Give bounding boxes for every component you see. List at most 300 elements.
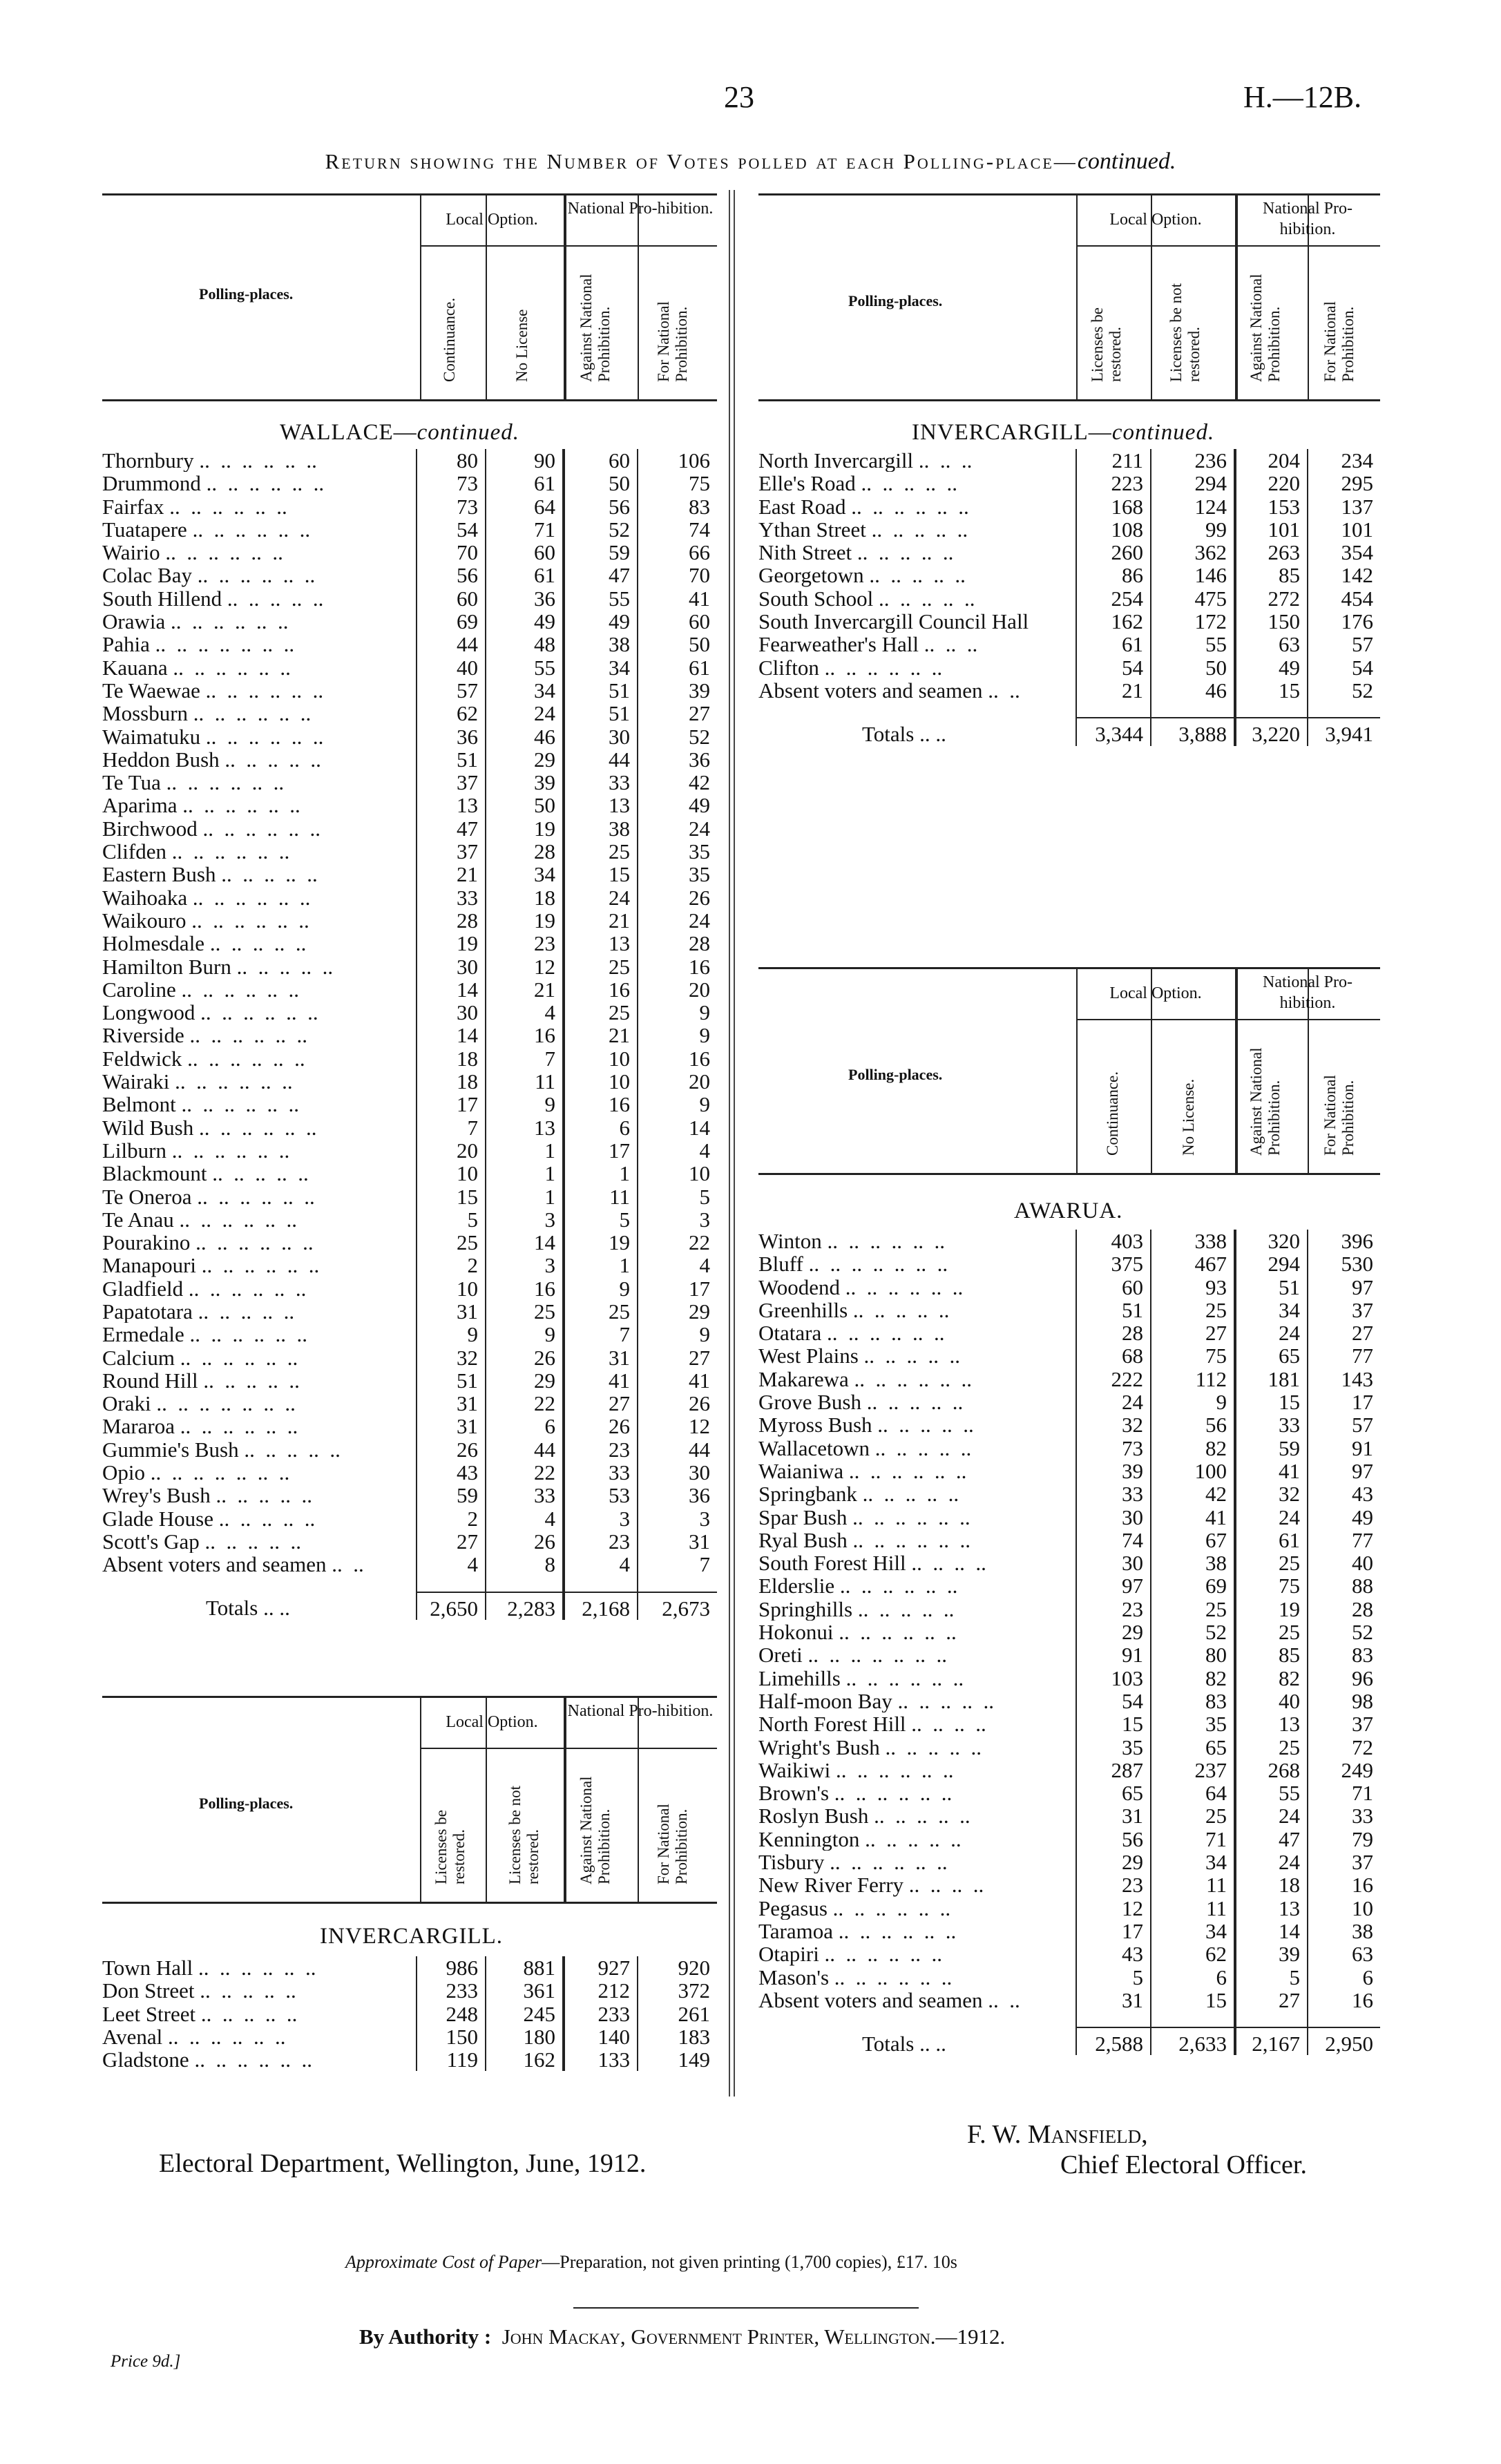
vote-count: 82	[1151, 1667, 1235, 1690]
vote-count: 8	[486, 1553, 564, 1576]
totals-label: Totals .. ..	[206, 1596, 290, 1620]
table-row	[758, 1828, 1380, 1851]
vote-count: 15	[417, 1185, 486, 1208]
vote-count: 7	[486, 1047, 564, 1070]
polling-place-name: Half-moon Bay .. .. .. .. ..	[758, 1689, 994, 1713]
vote-count: 47	[564, 564, 638, 586]
vote-count: 24	[1235, 1804, 1308, 1827]
vote-count: 2	[417, 1507, 486, 1530]
vote-count: 46	[1151, 679, 1235, 702]
vote-count: 74	[638, 518, 717, 541]
vote-count: 108	[1076, 518, 1151, 541]
vote-count: 83	[1151, 1690, 1235, 1712]
vote-count: 32	[1076, 1413, 1151, 1436]
table-row	[102, 1093, 717, 1116]
polling-place-name: Otatara .. .. .. .. .. ..	[758, 1321, 945, 1345]
vote-count: 295	[1308, 472, 1380, 495]
vote-count: 22	[638, 1231, 717, 1254]
section-invercargill: INVERCARGILL.	[320, 1924, 504, 1949]
vote-count: 33	[1308, 1804, 1380, 1827]
vote-count: 119	[417, 2048, 486, 2071]
vote-count: 133	[564, 2048, 638, 2071]
vote-count: 176	[1308, 610, 1380, 633]
vote-count: 16	[486, 1277, 564, 1300]
polling-place-name: Wairio .. .. .. .. .. ..	[102, 541, 283, 564]
table-row	[758, 1529, 1380, 1551]
polling-place-name: Otapiri .. .. .. .. .. ..	[758, 1942, 943, 1966]
vote-count: 39	[1235, 1942, 1308, 1965]
vote-count: 27	[417, 1530, 486, 1553]
vote-count: 142	[1308, 564, 1380, 586]
vote-count: 50	[638, 633, 717, 656]
vote-count: 55	[564, 587, 638, 610]
vote-count: 63	[1308, 1942, 1380, 1965]
vote-count: 146	[1151, 564, 1235, 586]
table-row	[758, 633, 1380, 656]
vote-count: 39	[486, 771, 564, 794]
vote-count: 11	[1151, 1897, 1235, 1920]
vote-count: 72	[1308, 1736, 1380, 1759]
vote-count: 97	[1308, 1460, 1380, 1482]
polling-place-name: Holmesdale .. .. .. .. ..	[102, 932, 307, 955]
vote-count: 33	[1235, 1413, 1308, 1436]
table-row	[102, 587, 717, 610]
vote-count: 24	[638, 909, 717, 932]
vote-count: 33	[486, 1484, 564, 1507]
polling-place-name: Wrey's Bush .. .. .. .. ..	[102, 1484, 312, 1507]
table-row	[102, 909, 717, 932]
vote-count: 61	[1076, 633, 1151, 656]
polling-place-name: Leet Street .. .. .. .. ..	[102, 2002, 298, 2025]
vote-count: 51	[417, 1369, 486, 1392]
polling-place-name: Elderslie .. .. .. .. .. ..	[758, 1574, 958, 1598]
polling-place-name: Elle's Road .. .. .. .. ..	[758, 472, 958, 495]
polling-place-name: Gladstone .. .. .. .. .. ..	[102, 2048, 312, 2072]
vote-count: 30	[417, 955, 486, 978]
footer-rule	[573, 2307, 919, 2309]
table-row	[758, 472, 1380, 495]
vote-count: 3	[638, 1208, 717, 1231]
vote-count: 6	[1151, 1966, 1235, 1989]
vote-count: 9	[564, 1277, 638, 1300]
vote-count: 9	[638, 1024, 717, 1047]
table-row	[102, 1070, 717, 1093]
vote-count: 12	[486, 955, 564, 978]
vote-count: 59	[564, 541, 638, 564]
vote-count: 140	[564, 2025, 638, 2048]
vote-count: 36	[638, 748, 717, 771]
table-row	[102, 863, 717, 886]
section-awarua: AWARUA.	[1014, 1198, 1123, 1223]
vote-count: 34	[486, 679, 564, 702]
vote-count: 287	[1076, 1759, 1151, 1782]
vote-count: 19	[486, 817, 564, 840]
vote-count: 1	[486, 1185, 564, 1208]
local-option-label: Local Option.	[446, 211, 538, 229]
table-row	[102, 1438, 717, 1461]
polling-place-name: Mason's .. .. .. .. .. ..	[758, 1965, 953, 1989]
vote-count: 40	[417, 656, 486, 679]
vote-count: 29	[638, 1300, 717, 1323]
vote-count: 51	[564, 679, 638, 702]
polling-place-name: Pahia .. .. .. .. .. .. ..	[102, 633, 295, 656]
vote-count: 248	[417, 2003, 486, 2025]
polling-place-name: Brown's .. .. .. .. .. ..	[758, 1782, 953, 1805]
left-top-header	[102, 193, 717, 401]
vote-count: 41	[564, 1369, 638, 1392]
vote-count: 51	[1076, 1299, 1151, 1321]
vote-count: 212	[564, 1979, 638, 2002]
polling-place-name: Clifden .. .. .. .. .. ..	[102, 840, 290, 863]
vote-count: 220	[1235, 472, 1308, 495]
table-row	[758, 656, 1380, 679]
vote-count: 25	[1151, 1299, 1235, 1321]
vote-count: 29	[1076, 1621, 1151, 1643]
vote-count: 49	[486, 610, 564, 633]
vote-count: 32	[417, 1346, 486, 1369]
vote-count: 37	[417, 771, 486, 794]
vote-count: 5	[564, 1208, 638, 1231]
vote-count: 85	[1235, 1643, 1308, 1666]
table-row	[758, 1598, 1380, 1621]
table-row	[102, 1300, 717, 1323]
vote-count: 21	[564, 1024, 638, 1047]
vote-count: 13	[1235, 1712, 1308, 1735]
vote-count: 204	[1235, 449, 1308, 472]
vote-count: 63	[1235, 633, 1308, 656]
table-row	[102, 2003, 717, 2025]
table-row	[102, 633, 717, 656]
vote-count: 60	[486, 541, 564, 564]
table-row	[758, 1299, 1380, 1321]
vote-count: 39	[638, 679, 717, 702]
vote-count: 77	[1308, 1529, 1380, 1551]
vote-count: 41	[1151, 1506, 1235, 1529]
vote-count: 99	[1151, 518, 1235, 541]
vote-count: 86	[1076, 564, 1151, 586]
vote-count: 42	[638, 771, 717, 794]
vote-count: 28	[1308, 1598, 1380, 1621]
vote-count: 65	[1235, 1344, 1308, 1367]
total-value: 2,950	[1308, 2027, 1380, 2055]
polling-place-name: Fearweather's Hall .. .. ..	[758, 633, 978, 656]
polling-place-name: Longwood .. .. .. .. .. ..	[102, 1001, 318, 1024]
vote-count: 13	[1235, 1897, 1308, 1920]
table-row	[758, 1621, 1380, 1643]
vote-count: 13	[417, 794, 486, 816]
vote-count: 24	[486, 702, 564, 725]
vote-count: 34	[1151, 1920, 1235, 1942]
vote-count: 263	[1235, 541, 1308, 564]
vote-count: 530	[1308, 1252, 1380, 1275]
vote-count: 20	[638, 1070, 717, 1093]
vote-count: 53	[564, 1484, 638, 1507]
table-row	[102, 725, 717, 748]
table-row	[102, 794, 717, 816]
table-row	[102, 1461, 717, 1484]
vote-count: 52	[638, 725, 717, 748]
vote-count: 1	[486, 1162, 564, 1185]
total-value: 2,588	[1076, 2027, 1151, 2055]
vote-count: 79	[1308, 1828, 1380, 1851]
vote-count: 26	[486, 1530, 564, 1553]
polling-place-name: Nith Street .. .. .. .. ..	[758, 541, 954, 564]
polling-place-name: Papatotara .. .. .. .. ..	[102, 1299, 295, 1324]
table-row	[102, 1162, 717, 1185]
vote-count: 150	[1235, 610, 1308, 633]
table-row	[758, 1759, 1380, 1782]
vote-count: 50	[1151, 656, 1235, 679]
vote-count: 881	[486, 1956, 564, 1979]
vote-count: 57	[1308, 1413, 1380, 1436]
vote-count: 23	[486, 932, 564, 955]
vote-count: 52	[564, 518, 638, 541]
vote-count: 137	[1308, 495, 1380, 518]
polling-place-name: Bluff .. .. .. .. .. .. ..	[758, 1252, 948, 1276]
vote-count: 31	[417, 1300, 486, 1323]
vote-count: 112	[1151, 1368, 1235, 1391]
vote-count: 38	[564, 817, 638, 840]
vote-count: 375	[1076, 1252, 1151, 1275]
vote-count: 75	[638, 472, 717, 495]
vote-count: 75	[1235, 1574, 1308, 1597]
vote-count: 23	[1076, 1873, 1151, 1896]
table-row	[102, 1116, 717, 1139]
vote-count: 27	[1235, 1989, 1308, 2012]
table-row	[758, 1690, 1380, 1712]
vote-count: 11	[486, 1070, 564, 1093]
table-row	[102, 1231, 717, 1254]
vote-count: 82	[1151, 1437, 1235, 1460]
vote-count: 153	[1235, 495, 1308, 518]
vote-count: 19	[564, 1231, 638, 1254]
vote-count: 13	[486, 1116, 564, 1139]
vote-count: 16	[638, 955, 717, 978]
vote-count: 354	[1308, 541, 1380, 564]
table-row	[758, 1804, 1380, 1827]
column-divider-2	[734, 190, 735, 2097]
polling-place-name: Hamilton Burn .. .. .. .. ..	[102, 955, 334, 978]
vote-count: 17	[1076, 1920, 1151, 1942]
vote-count: 18	[486, 886, 564, 909]
vote-count: 18	[417, 1047, 486, 1070]
polling-place-name: Wright's Bush .. .. .. .. ..	[758, 1735, 982, 1759]
section-invercargill-cont: INVERCARGILL—continued.	[912, 420, 1215, 445]
vote-count: 3	[638, 1507, 717, 1530]
vote-count: 30	[417, 1001, 486, 1024]
right-bottom-header: Polling-places. Local Option. National Pro-hibition. Continuance. No License. Against National Prohibition. For National Prohibition.	[758, 967, 1380, 1175]
page-title	[0, 149, 1501, 175]
vote-count: 83	[1308, 1643, 1380, 1666]
polling-place-name: Mararoa .. .. .. .. .. ..	[102, 1415, 298, 1438]
vote-count: 85	[1235, 564, 1308, 586]
polling-place-name: Myross Bush .. .. .. .. ..	[758, 1413, 974, 1437]
totals-row	[758, 718, 1380, 745]
table-row	[102, 449, 717, 472]
vote-count: 73	[417, 495, 486, 518]
polling-place-name: Blackmount .. .. .. .. ..	[102, 1162, 309, 1185]
vote-count: 34	[1151, 1851, 1235, 1873]
table-row	[758, 587, 1380, 610]
table-row	[758, 1391, 1380, 1413]
vote-count: 41	[638, 587, 717, 610]
total-value: 3,888	[1151, 718, 1235, 745]
vote-count: 70	[638, 564, 717, 586]
left-bottom-header: Polling-places. Local Option. National Pro-hibition. Licenses be restored. Licenses be not restored. Against National Prohibition. For National Prohibition.	[102, 1696, 717, 1904]
table-row	[102, 1369, 717, 1392]
vote-count: 4	[638, 1139, 717, 1162]
vote-count: 69	[1151, 1574, 1235, 1597]
vote-count: 927	[564, 1956, 638, 1979]
table-row	[102, 1553, 717, 1576]
polling-place-name: Absent voters and seamen .. ..	[758, 1988, 1020, 2012]
vote-count: 52	[1151, 1621, 1235, 1643]
vote-count: 101	[1308, 518, 1380, 541]
table-row	[102, 1979, 717, 2002]
vote-count: 62	[1151, 1942, 1235, 1965]
vote-count: 183	[638, 2025, 717, 2048]
vote-count: 37	[417, 840, 486, 863]
title-main: Return showing the Number of Votes polled at each Polling-place—	[325, 149, 1078, 173]
vote-count: 180	[486, 2025, 564, 2048]
vote-count: 49	[638, 794, 717, 816]
signer-name: F. W. Mansfield,	[967, 2120, 1148, 2149]
vote-count: 37	[1308, 1851, 1380, 1873]
table-row	[758, 1851, 1380, 1873]
polling-place-name: Kauana .. .. .. .. .. ..	[102, 656, 291, 679]
table-row	[102, 1530, 717, 1553]
vote-count: 10	[564, 1047, 638, 1070]
vote-count: 268	[1235, 1759, 1308, 1782]
vote-count: 234	[1308, 449, 1380, 472]
vote-count: 13	[564, 794, 638, 816]
totals-row	[102, 1592, 717, 1620]
polling-place-name: Glade House .. .. .. .. ..	[102, 1507, 316, 1530]
page-number: 23	[724, 80, 754, 114]
polling-places-label: Polling-places.	[199, 285, 294, 303]
vote-count: 41	[638, 1369, 717, 1392]
table-row	[102, 495, 717, 518]
vote-count: 254	[1076, 587, 1151, 610]
polling-place-name: South Hillend .. .. .. .. ..	[102, 586, 324, 611]
total-value: 2,633	[1151, 2027, 1235, 2055]
table-row	[758, 610, 1380, 633]
vote-count: 73	[417, 472, 486, 495]
vote-count: 14	[486, 1231, 564, 1254]
polling-place-name: Riverside .. .. .. .. .. ..	[102, 1024, 308, 1047]
vote-count: 91	[1308, 1437, 1380, 1460]
vote-count: 40	[1235, 1690, 1308, 1712]
authority-line: By Authority : John Mackay, Government Printer, Wellington.—1912.	[359, 2324, 1006, 2349]
polling-place-name: Oreti .. .. .. .. .. .. ..	[758, 1643, 947, 1667]
vote-count: 51	[564, 702, 638, 725]
total-value: 2,650	[417, 1592, 486, 1620]
vote-count: 454	[1308, 587, 1380, 610]
polling-place-name: Gladfield .. .. .. .. .. ..	[102, 1277, 307, 1300]
vote-count: 260	[1076, 541, 1151, 564]
polling-place-name: Taramoa .. .. .. .. .. ..	[758, 1919, 957, 1943]
vote-count: 211	[1076, 449, 1151, 472]
vote-count: 71	[486, 518, 564, 541]
table-row	[758, 679, 1380, 702]
vote-count: 57	[417, 679, 486, 702]
vote-count: 15	[564, 863, 638, 886]
vote-count: 36	[417, 725, 486, 748]
vote-count: 64	[486, 495, 564, 518]
polling-place-name: South School .. .. .. .. ..	[758, 586, 975, 611]
table-row	[102, 656, 717, 679]
table-row	[758, 1574, 1380, 1597]
vote-count: 338	[1151, 1230, 1235, 1252]
polling-place-name: West Plains .. .. .. .. ..	[758, 1344, 961, 1368]
vote-count: 60	[1076, 1276, 1151, 1299]
vote-count: 27	[1151, 1321, 1235, 1344]
polling-place-name: New River Ferry .. .. .. ..	[758, 1873, 984, 1897]
vote-count: 33	[417, 886, 486, 909]
national-prohibition-label: National Pro-hibition.	[567, 200, 714, 218]
vote-count: 5	[638, 1185, 717, 1208]
vote-count: 32	[1235, 1482, 1308, 1505]
vote-count: 3	[486, 1254, 564, 1277]
table-row	[102, 1001, 717, 1024]
table-row	[758, 1482, 1380, 1505]
vote-count: 49	[1235, 656, 1308, 679]
vote-count: 54	[1076, 1690, 1151, 1712]
vote-count: 43	[1076, 1942, 1151, 1965]
polling-place-name: Ythan Street .. .. .. .. ..	[758, 517, 968, 542]
vote-count: 57	[1308, 633, 1380, 656]
vote-count: 80	[417, 449, 486, 472]
polling-place-name: South Invercargill Council Hall	[758, 610, 1029, 633]
polling-place-name: Ermedale .. .. .. .. .. ..	[102, 1323, 308, 1346]
polling-place-name: Manapouri .. .. .. .. .. ..	[102, 1254, 320, 1277]
polling-place-name: South Forest Hill .. .. .. ..	[758, 1551, 986, 1575]
vote-count: 80	[1151, 1643, 1235, 1666]
vote-count: 52	[1308, 679, 1380, 702]
polling-place-name: Te Oneroa .. .. .. .. .. ..	[102, 1185, 315, 1208]
vote-count: 70	[417, 541, 486, 564]
polling-place-name: Orawia .. .. .. .. .. ..	[102, 610, 289, 633]
vote-count: 27	[638, 702, 717, 725]
section-wallace: WALLACE—continued.	[280, 420, 520, 445]
vote-count: 10	[417, 1277, 486, 1300]
vote-count: 5	[1076, 1966, 1151, 1989]
department-line: Electoral Department, Wellington, June, 1912.	[159, 2149, 647, 2178]
table-row	[102, 610, 717, 633]
vote-count: 33	[564, 1461, 638, 1484]
vote-count: 37	[1308, 1712, 1380, 1735]
vote-count: 223	[1076, 472, 1151, 495]
vote-count: 9	[486, 1323, 564, 1346]
table-row	[102, 1956, 717, 1979]
vote-count: 25	[1151, 1804, 1235, 1827]
vote-count: 17	[1308, 1391, 1380, 1413]
vote-count: 39	[1076, 1460, 1151, 1482]
total-value: 3,344	[1076, 718, 1151, 745]
table-row	[102, 1277, 717, 1300]
table-row	[102, 955, 717, 978]
table-row	[102, 748, 717, 771]
vote-count: 23	[564, 1530, 638, 1553]
vote-count: 50	[564, 472, 638, 495]
polling-place-name: Waikouro .. .. .. .. .. ..	[102, 908, 309, 933]
polling-place-name: Scott's Gap .. .. .. .. ..	[102, 1529, 302, 1554]
polling-place-name: Thornbury .. .. .. .. .. ..	[102, 449, 317, 472]
vote-count: 33	[1076, 1482, 1151, 1505]
table-row	[758, 495, 1380, 518]
vote-count: 38	[1308, 1920, 1380, 1942]
wallace-table	[102, 449, 717, 1620]
